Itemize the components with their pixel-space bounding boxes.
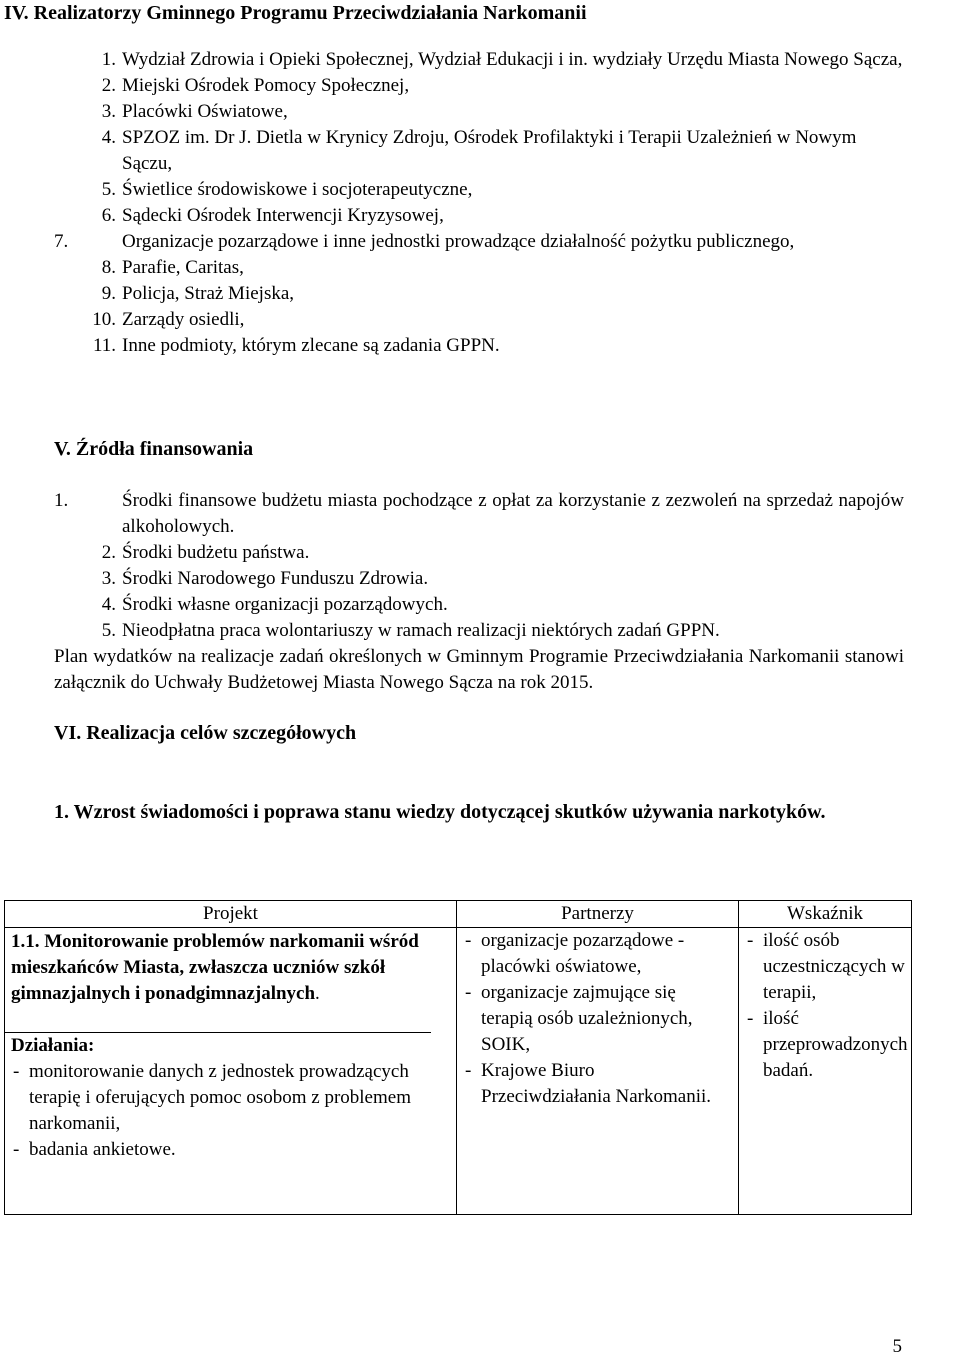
- list-item: 9. Policja, Straż Miejska,: [101, 283, 295, 304]
- list-item: 3. Środki Narodowego Funduszu Zdrowia.: [101, 568, 429, 589]
- project-title-box: 1.1. Monitorowanie problemów narkomanii wśród mieszkańców Miasta, zwłaszcza uczniów szkół gimnazjalnych i ponadgimnazjalnych.: [5, 928, 431, 1033]
- partners-list: [463, 928, 713, 1110]
- indicators-list: [745, 928, 908, 1084]
- section-v-title: V. Źródła finansowania: [54, 438, 254, 460]
- section-vi-title: VI. Realizacja celów szczegółowych: [54, 722, 357, 744]
- goal-heading: 1. Wzrost świadomości i poprawa stanu wiedzy dotyczącej skutków używania narkotyków.: [54, 801, 826, 823]
- actions-list: [11, 1059, 421, 1163]
- list-item: 2. Środki budżetu państwa.: [101, 542, 310, 563]
- list-item: - organizacje pozarządowe - placówki oświatowe,: [463, 928, 713, 980]
- project-title: 1.1. Monitorowanie problemów narkomanii wśród mieszkańców Miasta, zwłaszcza uczniów szkół gimnazjalnych i ponadgimnazjalnych: [11, 931, 419, 1004]
- indicators-cell: [739, 928, 912, 1215]
- list-item: - organizacje zajmujące się terapią osób uzależnionych, SOIK,: [463, 980, 713, 1058]
- list-item: 8. Parafie, Caritas,: [101, 257, 244, 278]
- list-item: 5. Świetlice środowiskowe i socjoterapeutyczne,: [101, 179, 473, 200]
- list-item: 6. Sądecki Ośrodek Interwencji Kryzysowej,: [101, 205, 444, 226]
- list-item: - monitorowanie danych z jednostek prowadzących terapię i oferujących pomoc osobom z problemem narkomanii,: [11, 1059, 421, 1137]
- project-table: [4, 900, 912, 1215]
- budget-paragraph: Plan wydatków na realizacje zadań określonych w Gminnym Programie Przeciwdziałania Narkomanii stanowi załącznik do Uchwały Budżetowej Miasta Nowego Sącza na rok 2015.: [54, 646, 904, 693]
- list-item: 3. Placówki Oświatowe,: [101, 101, 288, 122]
- list-item: - Krajowe Biuro Przeciwdziałania Narkomanii.: [463, 1058, 713, 1110]
- list-item: 11. Inne podmioty, którym zlecane są zadania GPPN.: [92, 335, 500, 356]
- table-row: [5, 928, 912, 1215]
- header-projekt: Projekt: [5, 901, 457, 928]
- list-item: 2. Miejski Ośrodek Pomocy Społecznej,: [101, 75, 410, 96]
- page-number: 5: [892, 1336, 902, 1357]
- list-item: 4. Środki własne organizacji pozarządowych.: [101, 594, 448, 615]
- list-item: 10. Zarządy osiedli,: [92, 309, 245, 330]
- list-item: 5. Nieodpłatna praca wolontariuszy w ramach realizacji niektórych zadań GPPN.: [101, 620, 720, 641]
- list-item: 1. Środki finansowe budżetu miasta pochodzące z opłat za korzystanie z zezwoleń na sprzedaż napojów alkoholowych.: [54, 490, 904, 537]
- list-item: 1. Wydział Zdrowia i Opieki Społecznej, Wydział Edukacji i in. wydziały Urzędu Miasta Nowego Sącza,: [101, 49, 903, 70]
- list-item: 4. SPZOZ im. Dr J. Dietla w Krynicy Zdroju, Ośrodek Profilaktyki i Terapii Uzależnień w Nowym Sączu,: [101, 127, 857, 174]
- section-iv-list: [54, 47, 904, 359]
- section-v-list: [54, 488, 904, 644]
- project-cell: [5, 928, 457, 1215]
- table-header-row: [5, 901, 912, 928]
- list-item: - ilość osób uczestniczących w terapii,: [745, 928, 905, 1006]
- list-item: - ilość przeprowadzonych badań.: [745, 1006, 905, 1084]
- partners-cell: [457, 928, 739, 1215]
- list-item: 7. Organizacje pozarządowe i inne jednostki prowadzące działalność pożytku publicznego,: [54, 231, 795, 252]
- section-iv-title: IV. Realizatorzy Gminnego Programu Przeciwdziałania Narkomanii: [4, 2, 587, 24]
- actions-label: Działania:: [11, 1035, 95, 1056]
- list-item: - badania ankietowe.: [11, 1137, 421, 1163]
- actions-box: [5, 1033, 456, 1163]
- header-wskaznik: Wskaźnik: [739, 901, 912, 928]
- header-partnerzy: Partnerzy: [457, 901, 739, 928]
